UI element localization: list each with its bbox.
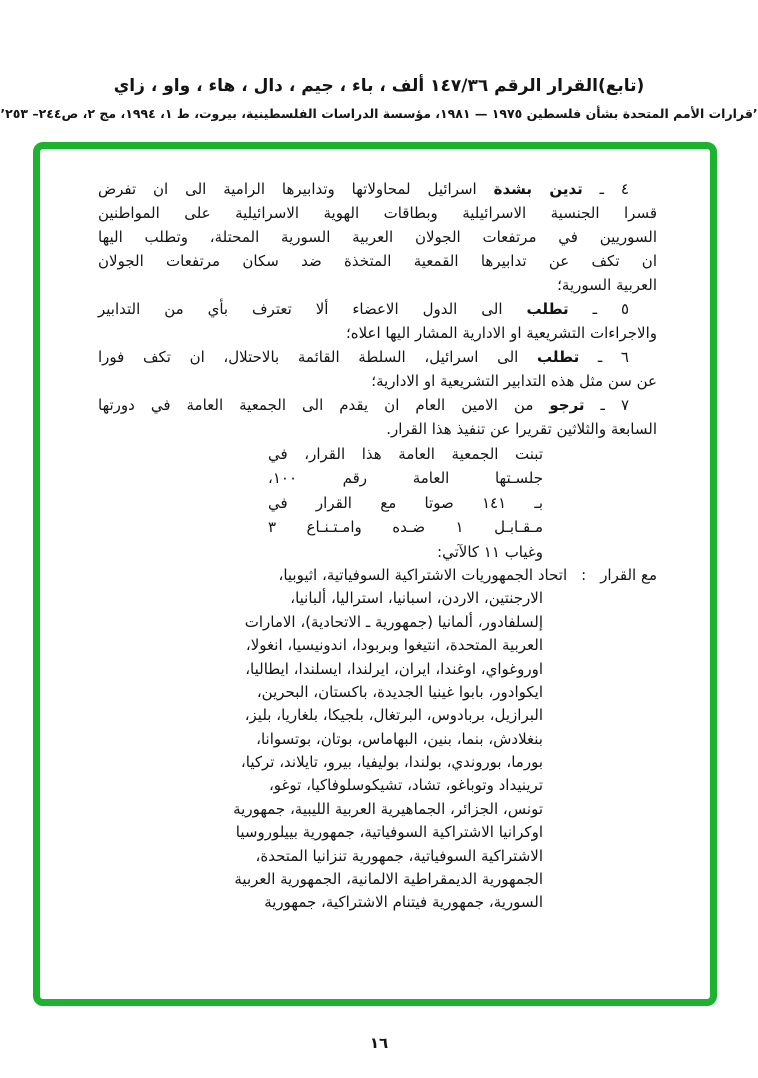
voting-colon: :: [581, 565, 587, 584]
paragraph-first-line: [98, 297, 657, 321]
paragraph-line: السابعة والثلاثين تقريرا عن تنفيذ هذا القرار.: [386, 420, 657, 438]
frame-content: [40, 149, 710, 915]
paragraph-number: ٤ ـ: [582, 180, 629, 198]
paragraph-text: الى اسرائيل، السلطة القائمة بالاحتلال، ان تكف فورا: [98, 348, 537, 366]
voting-line: اوروغواي، اوغندا، ايران، ايرلندا، ايسلندا، ايطاليا،: [245, 659, 543, 678]
adoption-line: بـ ١٤١ صوتا مع القرار في: [268, 493, 543, 512]
adoption-line: مـقـابـل ١ ضـده وامـتـنـاع ٣: [268, 518, 543, 537]
paragraph-number: ٧ ـ: [584, 396, 630, 414]
adoption-line: جلسـتها العامة رقم ١٠٠،: [268, 469, 543, 488]
adoption-line: تبنت الجمعية العامة هذا القرار، في: [268, 445, 543, 463]
voting-line: الارجنتين، الاردن، اسبانيا، استراليا، ألبانيا،: [290, 589, 543, 608]
paragraph-first-line: [98, 345, 657, 369]
voting-first-line: [98, 564, 657, 587]
paragraph-text: من الامين العام ان يقدم الى الجمعية العامة في دورتها: [98, 396, 550, 414]
paragraph-line: العربية السورية؛: [557, 276, 657, 294]
paragraph-line: قسرا الجنسية الاسرائيلية وبطاقات الهوية الاسرائيلية على المواطنين: [98, 204, 657, 222]
resolution-paragraphs: [98, 177, 657, 441]
paragraph-line: ان تكف عن تدابيرها القمعية المتخذة ضد سكان مرتفعات الجولان: [98, 252, 657, 270]
source-citation: ’قرارات الأمم المتحدة بشأن فلسطين ١٩٧٥ — ١٩٨١، مؤسسة الدراسات الفلسطينية، بيروت، ط ١، ١٩٩٤، مج ٢، ص٢٤٤– ٢٥٣’: [0, 106, 758, 121]
adoption-line: وغياب ١١ كالآتي:: [437, 542, 543, 561]
page-number: ١٦: [369, 1034, 389, 1052]
voting-line: تونس، الجزائر، الجماهيرية العربية الليبية، جمهورية: [233, 799, 543, 818]
voting-line: ترينيداد وتوباغو، تشاد، تشيكوسلوفاكيا، توغو،: [268, 776, 543, 795]
resolution-title: (تابع)القرار الرقم ١٤٧/٣٦ ألف ، باء ، جيم ، دال ، هاء ، واو ، زاي: [113, 76, 645, 96]
voting-line: إلسلفادور، ألمانيا (جمهورية ـ الاتحادية)، الامارات: [244, 612, 543, 631]
paragraph-number: ٥ ـ: [568, 300, 629, 318]
paragraph-text: اسرائيل لمحاولاتها وتدابيرها الرامية الى ان تفرض: [98, 180, 494, 198]
content-frame: [33, 142, 717, 1006]
paragraph-number: ٦ ـ: [579, 348, 629, 366]
resolution-paragraph: [98, 345, 657, 393]
paragraph-line: السوريين في مرتفعات الجولان العربية السورية المحتلة، وتطلب اليها: [98, 228, 657, 246]
resolution-paragraph: [98, 393, 657, 441]
voting-line: بنغلادش، بنما، بنين، البهاماس، بوتان، بوتسوانا،: [256, 729, 543, 748]
voting-line: اوكرانيا الاشتراكية السوفياتية، جمهورية بييلوروسيا: [235, 823, 543, 842]
voting-line: العربية المتحدة، انتيغوا وبربودا، اندونيسيا، انغولا،: [245, 636, 543, 655]
paragraph-line: والاجراءات التشريعية او الادارية المشار اليها اعلاه؛: [345, 324, 657, 342]
voting-country-lines: [233, 587, 543, 914]
resolution-paragraph: [98, 177, 657, 297]
paragraph-operative-word: ترجو: [549, 396, 585, 414]
paragraph-first-line: [98, 393, 657, 417]
voting-line: ايكوادور، بابوا غينيا الجديدة، باكستان، البحرين،: [256, 682, 543, 701]
voting-line: بورما، بوروندي، بولندا، بوليفيا، بيرو، تايلاند، تركيا،: [240, 753, 543, 772]
paragraph-line: عن سن مثل هذه التدابير التشريعية او الادارية؛: [371, 372, 657, 390]
voting-record: [98, 564, 657, 915]
voting-label: مع القرار: [600, 565, 657, 584]
paragraph-operative-word: تدين بشدة: [493, 180, 583, 198]
voting-first-countries: اتحاد الجمهوريات الاشتراكية السوفياتية، اثيوبيا،: [278, 565, 568, 584]
voting-line: السورية، جمهورية فيتنام الاشتراكية، جمهورية: [264, 893, 543, 912]
paragraph-operative-word: تطلب: [526, 300, 569, 318]
voting-line: الجمهورية الديمقراطية الالمانية، الجمهورية العربية: [234, 870, 543, 889]
paragraph-operative-word: تطلب: [536, 348, 580, 366]
paragraph-text: الى الدول الاعضاء ألا تعترف بأي من التدابير: [98, 300, 527, 318]
adoption-note: [268, 442, 543, 564]
paragraph-first-line: [98, 177, 657, 201]
voting-line: البرازيل، بربادوس، البرتغال، بلجيكا، بلغاريا، بليز،: [244, 706, 543, 725]
resolution-paragraph: [98, 297, 657, 345]
voting-line: الاشتراكية السوفياتية، جمهورية تنزانيا المتحدة،: [255, 846, 543, 865]
